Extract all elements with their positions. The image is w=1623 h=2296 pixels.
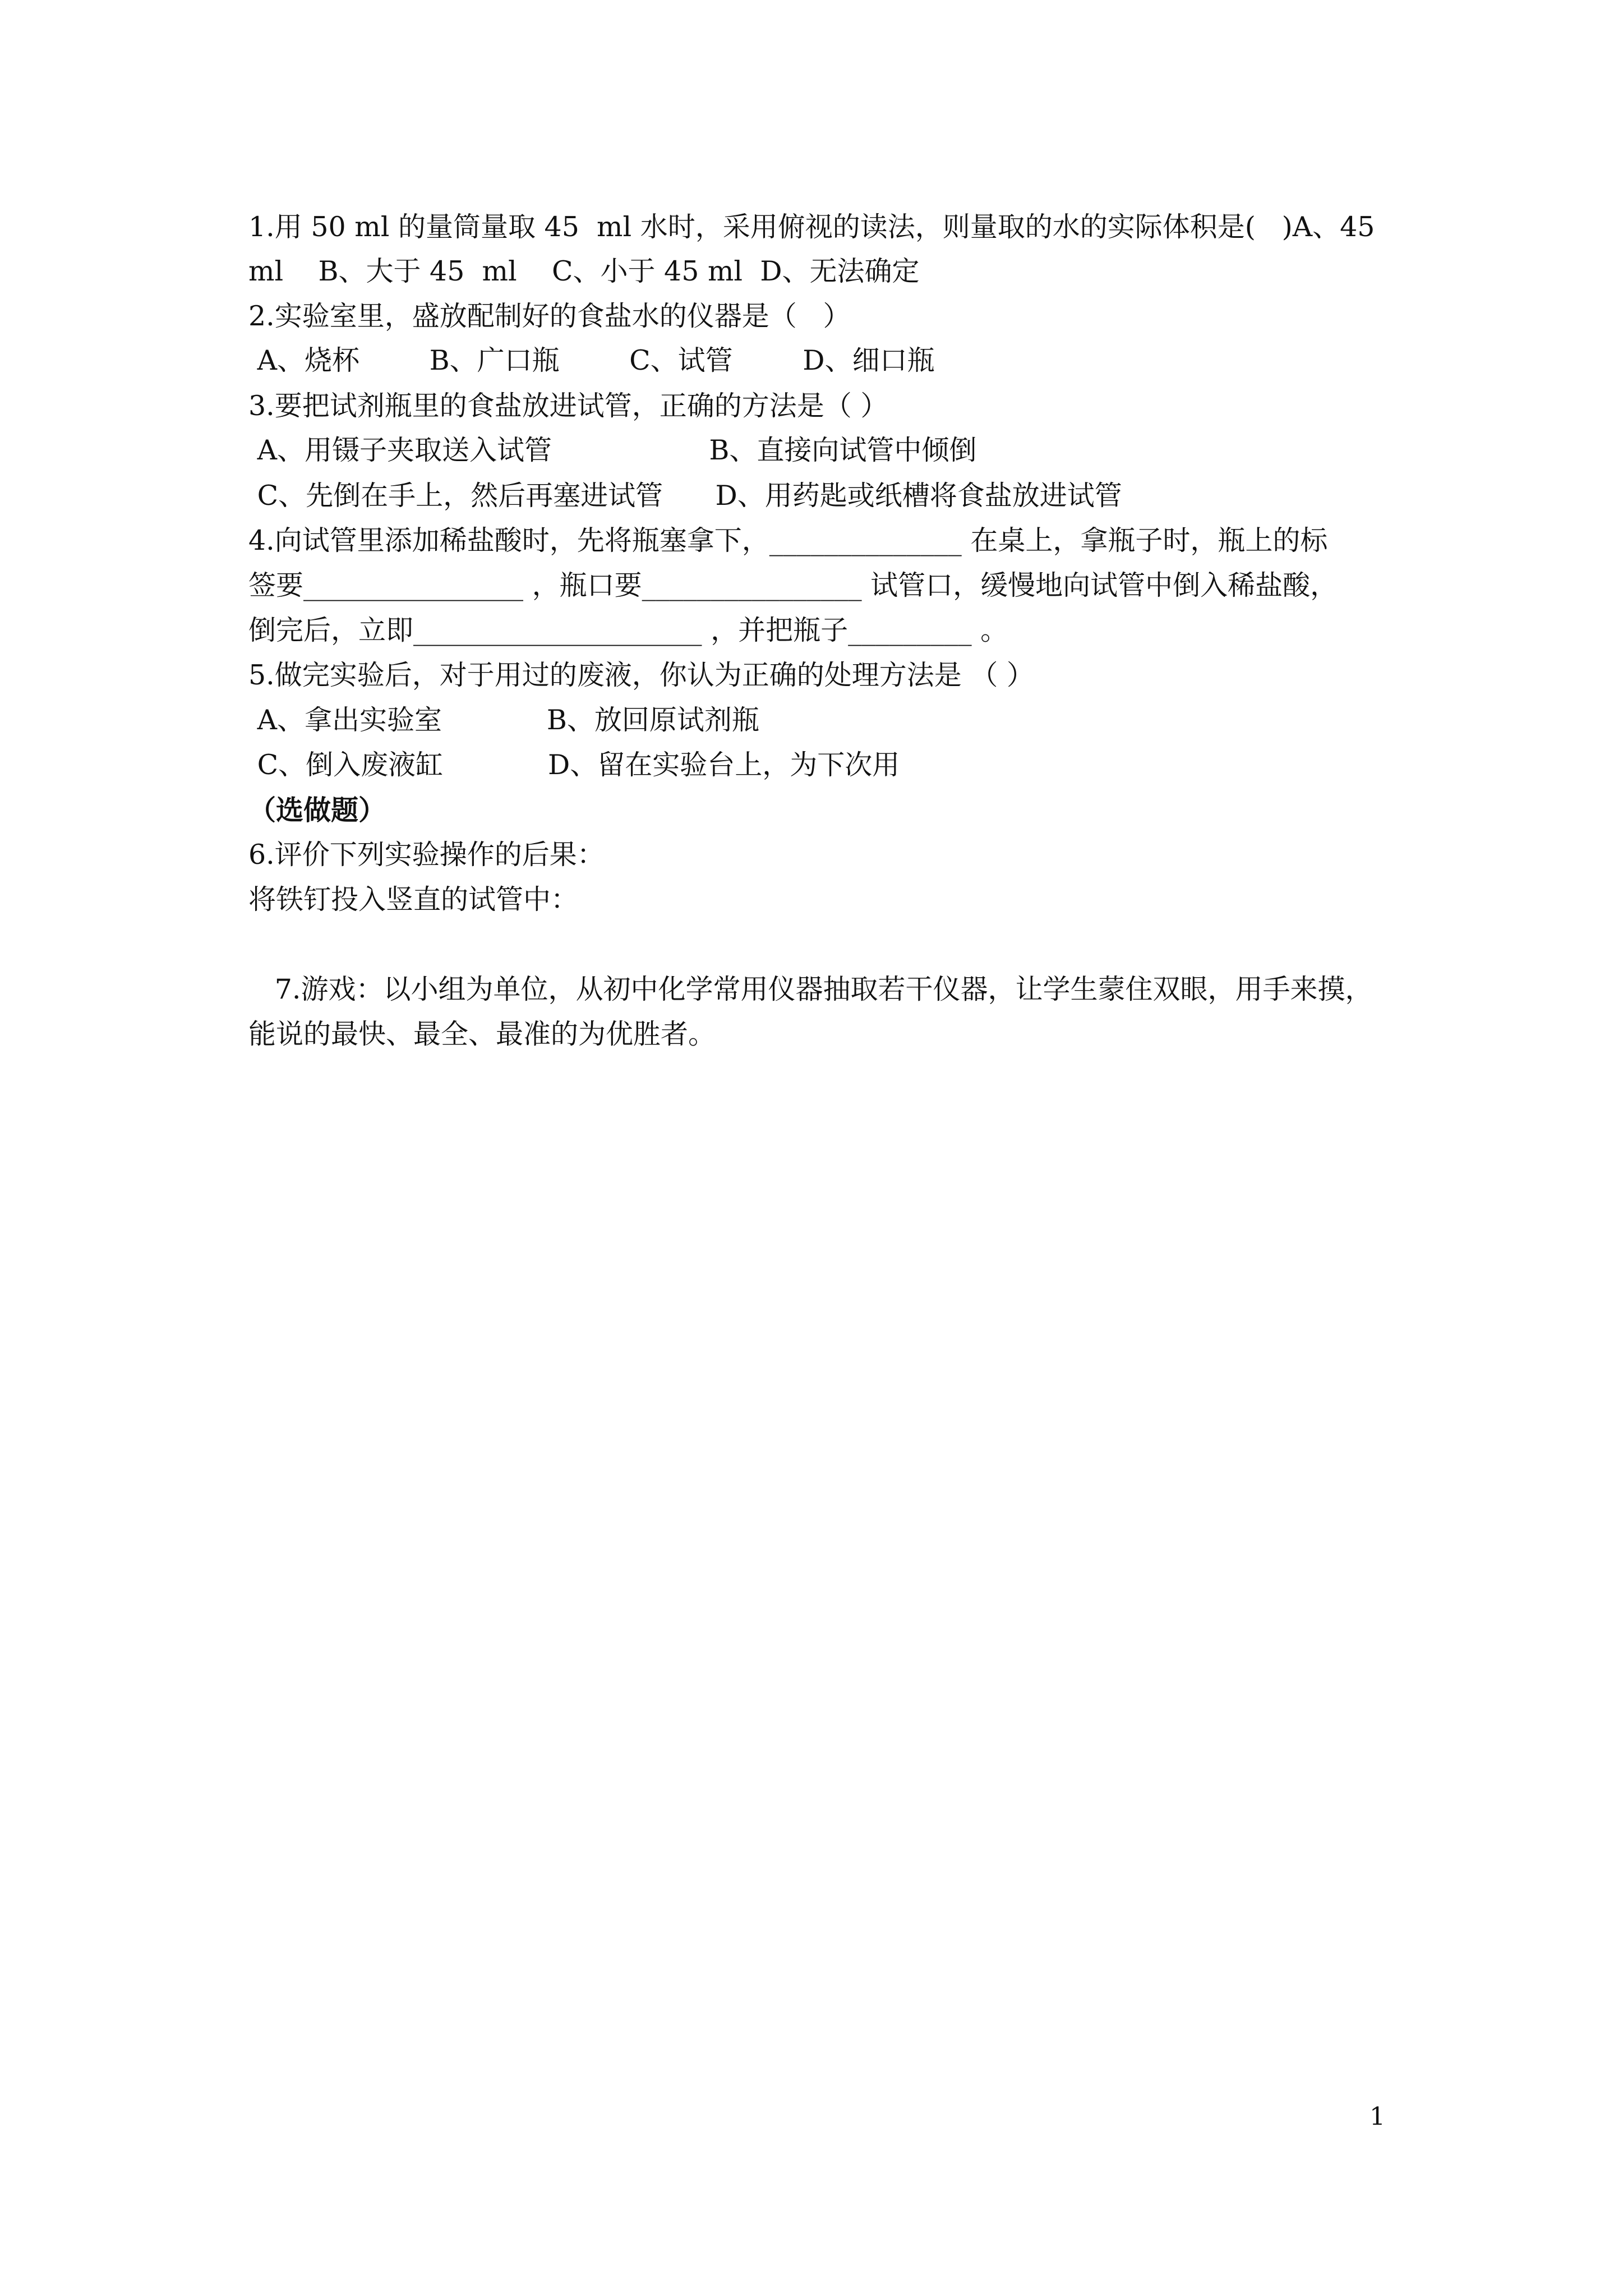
question-7-line-1: 7.游戏：以小组为单位，从初中化学常用仪器抽取若干仪器，让学生蒙住双眼，用手来摸， <box>248 973 1373 1005</box>
question-6-stem: 6.评价下列实验操作的后果： <box>248 839 605 871</box>
question-5-options-cd: C、倒入废液缸 D、留在实验台上，为下次用 <box>248 749 900 781</box>
question-4-line-2: 签要________________ ，瓶口要________________ 试管口，缓慢地向试管中倒入稀盐酸， <box>248 569 1338 601</box>
question-2-options: A、烧杯 B、广口瓶 C、试管 D、细口瓶 <box>248 344 935 376</box>
question-5-stem: 5.做完实验后，对于用过的废液，你认为正确的处理方法是 （ ） <box>248 659 1034 691</box>
question-6-item: 将铁钉投入竖直的试管中： <box>248 884 579 915</box>
question-1-line-2: ml B、大于 45 ml C、小于 45 ml D、无法确定 <box>248 255 920 287</box>
question-4-line-1: 4.向试管里添加稀盐酸时，先将瓶塞拿下，______________ 在桌上，拿瓶子时，瓶上的标 <box>248 524 1328 556</box>
question-5-options-ab: A、拿出实验室 B、放回原试剂瓶 <box>248 704 759 736</box>
question-3-options-ab: A、用镊子夹取送入试管 B、直接向试管中倾倒 <box>248 434 977 466</box>
question-2-stem: 2.实验室里，盛放配制好的食盐水的仪器是（ ） <box>248 300 851 332</box>
question-4-line-3: 倒完后，立即_____________________ ，并把瓶子_________ 。 <box>248 614 1008 646</box>
question-3-options-cd: C、先倒在手上，然后再塞进试管 D、用药匙或纸槽将食盐放进试管 <box>248 480 1122 512</box>
page-number: 1 <box>1370 2102 1385 2131</box>
question-7-line-2: 能说的最快、最全、最准的为优胜者。 <box>248 1018 716 1050</box>
question-3-stem: 3.要把试剂瓶里的食盐放进试管，正确的方法是（ ） <box>248 390 888 422</box>
question-1-line-1: 1.用 50 ml 的量筒量取 45 ml 水时，采用俯视的读法，则量取的水的实际体积是( )A、45 <box>248 211 1375 243</box>
optional-section-heading: （选做题） <box>248 794 386 826</box>
